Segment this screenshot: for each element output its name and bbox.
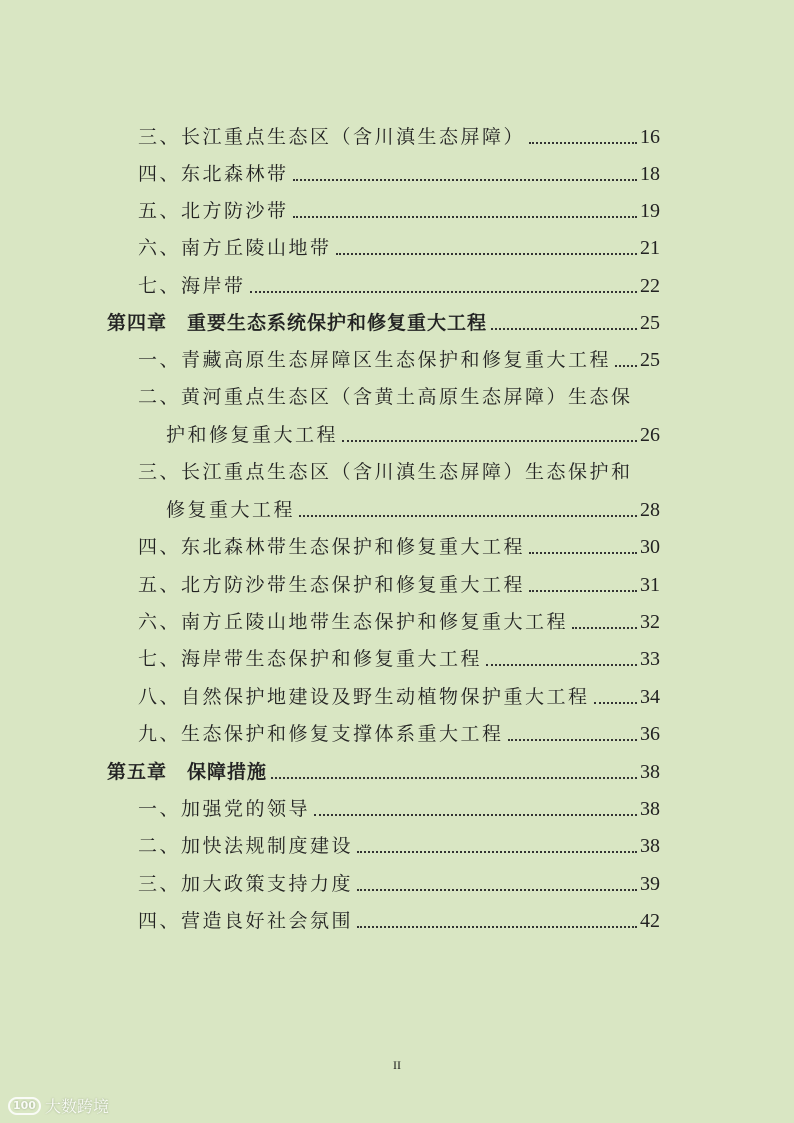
toc-entry[interactable] <box>138 570 660 600</box>
toc-entry-page: 22 <box>640 275 660 297</box>
toc-entry-title: 八、自然保护地建设及野生动植物保护重大工程 <box>138 686 590 708</box>
toc-entry[interactable] <box>138 831 660 861</box>
toc-entry[interactable] <box>138 719 660 749</box>
toc-entry-title: 第四章 重要生态系统保护和修复重大工程 <box>107 312 488 334</box>
dot-leader <box>299 515 637 517</box>
watermark-text: 大数跨境 <box>44 1097 109 1116</box>
page-number: II <box>393 1058 401 1072</box>
toc-entry-page: 31 <box>640 574 660 596</box>
toc-entry[interactable] <box>138 233 660 263</box>
toc-entry-title: 四、东北森林带 <box>138 163 289 185</box>
toc-entry[interactable] <box>166 420 660 450</box>
dot-leader <box>615 365 637 367</box>
toc-entry[interactable] <box>138 159 660 189</box>
toc-entry-page: 32 <box>640 611 660 633</box>
toc-entry-title-line1[interactable]: 二、黄河重点生态区（含黄土高原生态屏障）生态保 <box>138 386 633 408</box>
dot-leader <box>529 142 637 144</box>
toc-entry[interactable] <box>138 869 660 899</box>
toc-entry-title: 九、生态保护和修复支撑体系重大工程 <box>138 723 504 745</box>
watermark-logo-icon: 100 <box>8 1097 41 1115</box>
dot-leader <box>594 702 637 704</box>
toc-entry[interactable] <box>138 532 660 562</box>
dot-leader <box>508 739 637 741</box>
toc-entry[interactable] <box>138 271 660 301</box>
dot-leader <box>250 291 637 293</box>
toc-entry[interactable] <box>138 196 660 226</box>
toc-entry-title: 修复重大工程 <box>166 499 296 521</box>
toc-entry-page: 33 <box>640 648 660 670</box>
toc-entry-title: 三、长江重点生态区（含川滇生态屏障） <box>138 126 526 148</box>
toc-entry-page: 28 <box>640 499 660 521</box>
toc-entry[interactable] <box>138 794 660 824</box>
toc-entry[interactable] <box>138 906 660 936</box>
toc-entry-title: 一、加强党的领导 <box>138 798 311 820</box>
dot-leader <box>342 440 637 442</box>
toc-entry-title: 五、北方防沙带生态保护和修复重大工程 <box>138 574 526 596</box>
toc-entry-title-line1[interactable]: 三、长江重点生态区（含川滇生态屏障）生态保护和 <box>138 461 633 483</box>
toc-entry-page: 21 <box>640 237 660 259</box>
dot-leader <box>529 552 637 554</box>
toc-entry-title: 六、南方丘陵山地带生态保护和修复重大工程 <box>138 611 569 633</box>
toc-entry-page: 39 <box>640 873 660 895</box>
watermark <box>8 1094 109 1117</box>
dot-leader <box>529 590 637 592</box>
toc-chapter-entry[interactable] <box>107 308 660 338</box>
toc-entry[interactable] <box>138 345 660 375</box>
toc-entry-title: 五、北方防沙带 <box>138 200 289 222</box>
dot-leader <box>336 253 637 255</box>
toc-entry-page: 36 <box>640 723 660 745</box>
toc-entry-page: 26 <box>640 424 660 446</box>
toc-entry-title: 第五章 保障措施 <box>107 761 268 783</box>
toc-entry-page: 18 <box>640 163 660 185</box>
dot-leader <box>491 328 637 330</box>
toc-entry-title: 七、海岸带生态保护和修复重大工程 <box>138 648 483 670</box>
dot-leader <box>357 926 637 928</box>
toc-entry-page: 16 <box>640 126 660 148</box>
dot-leader <box>293 216 637 218</box>
toc-entry-title: 二、加快法规制度建设 <box>138 835 354 857</box>
dot-leader <box>271 777 637 779</box>
toc-entry-page: 25 <box>640 312 660 334</box>
toc-entry-title: 六、南方丘陵山地带 <box>138 237 332 259</box>
toc-entry-page: 42 <box>640 910 660 932</box>
toc-entry[interactable] <box>138 607 660 637</box>
dot-leader <box>357 889 637 891</box>
toc-entry-title: 七、海岸带 <box>138 275 246 297</box>
dot-leader <box>357 851 637 853</box>
toc-entry[interactable] <box>138 644 660 674</box>
toc-entry-title: 四、东北森林带生态保护和修复重大工程 <box>138 536 526 558</box>
toc-entry-page: 19 <box>640 200 660 222</box>
dot-leader <box>293 179 637 181</box>
toc-chapter-entry[interactable] <box>107 757 660 787</box>
dot-leader <box>572 627 637 629</box>
toc-entry-title: 一、青藏高原生态屏障区生态保护和修复重大工程 <box>138 349 612 371</box>
dot-leader <box>314 814 637 816</box>
dot-leader <box>486 664 637 666</box>
toc-entry[interactable] <box>138 682 660 712</box>
toc-entry[interactable] <box>138 122 660 152</box>
toc-entry-page: 30 <box>640 536 660 558</box>
toc-entry-page: 25 <box>640 349 660 371</box>
toc-entry-page: 38 <box>640 835 660 857</box>
toc-entry-title: 护和修复重大工程 <box>166 424 339 446</box>
toc-entry[interactable] <box>166 495 660 525</box>
toc-entry-title: 三、加大政策支持力度 <box>138 873 354 895</box>
toc-entry-page: 34 <box>640 686 660 708</box>
toc-entry-title: 四、营造良好社会氛围 <box>138 910 354 932</box>
toc-entry-page: 38 <box>640 798 660 820</box>
toc-entry-page: 38 <box>640 761 660 783</box>
